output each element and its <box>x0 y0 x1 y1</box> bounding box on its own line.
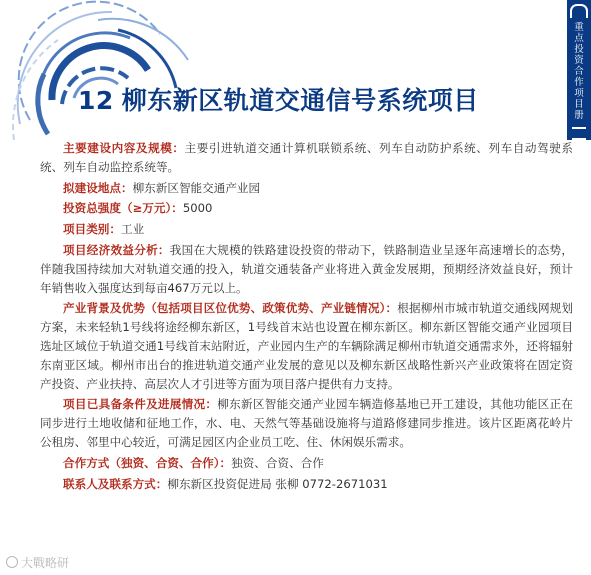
watermark-logo-icon <box>6 556 18 568</box>
section-label: 主要建设内容及规模： <box>63 141 185 155</box>
section-text: 柳东新区智能交通产业园车辆造修基地已开工建设，其他功能区正在同步进行土地收储和征地工作，水、电、天然气等基础设施将与道路修建同步推进。该片区距离花岭片公租房、邻里中心较近，可满足园区内企业员工吃、住、休闲娱乐需求。 <box>40 397 573 449</box>
section-label: 联系人及联系方式： <box>63 476 168 491</box>
section-text: 柳东新区智能交通产业园 <box>132 180 261 195</box>
section-category <box>40 220 573 239</box>
section-economic-analysis <box>40 241 573 297</box>
section-label: 合作方式（独资、合资、合作）： <box>63 455 232 470</box>
tab-ring-icon <box>570 4 588 18</box>
section-construction-content <box>40 139 573 177</box>
section-label: 投资总强度（≥万元）： <box>63 201 183 216</box>
section-label: 项目已具备条件及进展情况： <box>63 397 218 412</box>
project-number: 12 <box>78 86 114 115</box>
section-text: 5000 <box>182 201 213 216</box>
section-contact <box>40 475 573 494</box>
section-label: 项目类别： <box>63 222 121 237</box>
section-industry-background <box>40 299 573 393</box>
book-icon <box>572 127 586 140</box>
section-text: 柳东新区投资促进局 张柳 0772-2671031 <box>167 476 388 491</box>
section-cooperation <box>40 454 573 473</box>
section-text: 根据柳州市城市轨道交通线网规划方案，未来轻轨1号线将途经柳东新区，1号线首末站也设置在柳东新区。柳东新区智能交通产业园项目选址区域位于轨道交通1号线首末站附近，产业园内生产的车辆除满足柳州市轨道交通需求外，还将辐射东南亚区域。柳州市出台的推进轨道交通产业发展的意见以及柳东新区战略性新兴产业政策将在固定资产投资、产业扶持、高层次人才引进等方面为项目落户提供有力支持。 <box>40 301 573 391</box>
section-investment <box>40 199 573 218</box>
page-number: 1 <box>581 116 589 129</box>
section-label: 拟建设地点： <box>63 180 133 195</box>
section-text: 工业 <box>120 222 145 237</box>
page-title <box>78 81 479 117</box>
section-text: 主要引进轨道交通计算机联锁系统、列车自动防护系统、列车自动驾驶系统、列车自动监控系统等。 <box>40 141 573 174</box>
side-tab-label: 重点投资合作项目册 <box>574 22 584 122</box>
section-label: 产业背景及优势（包括项目区位优势、政策优势、产业链情况）： <box>63 301 398 316</box>
project-title-text: 柳东新区轨道交通信号系统项目 <box>121 86 479 115</box>
section-text: 我国在大规模的铁路建设投资的带动下，铁路制造业呈逐年高速增长的态势，伴随我国持续加大对轨道交通的投入，轨道交通装备产业将进入黄金发展期，预期经济效益良好，预计年销售收入强度达到每亩467万元以上。 <box>40 242 573 295</box>
section-progress <box>40 395 573 451</box>
section-text: 独资、合资、合作 <box>231 455 324 470</box>
section-label: 项目经济效益分析： <box>63 242 170 257</box>
section-location <box>40 179 573 198</box>
watermark <box>6 554 69 571</box>
watermark-text: 大戰略研 <box>21 556 70 570</box>
project-details <box>40 139 573 495</box>
